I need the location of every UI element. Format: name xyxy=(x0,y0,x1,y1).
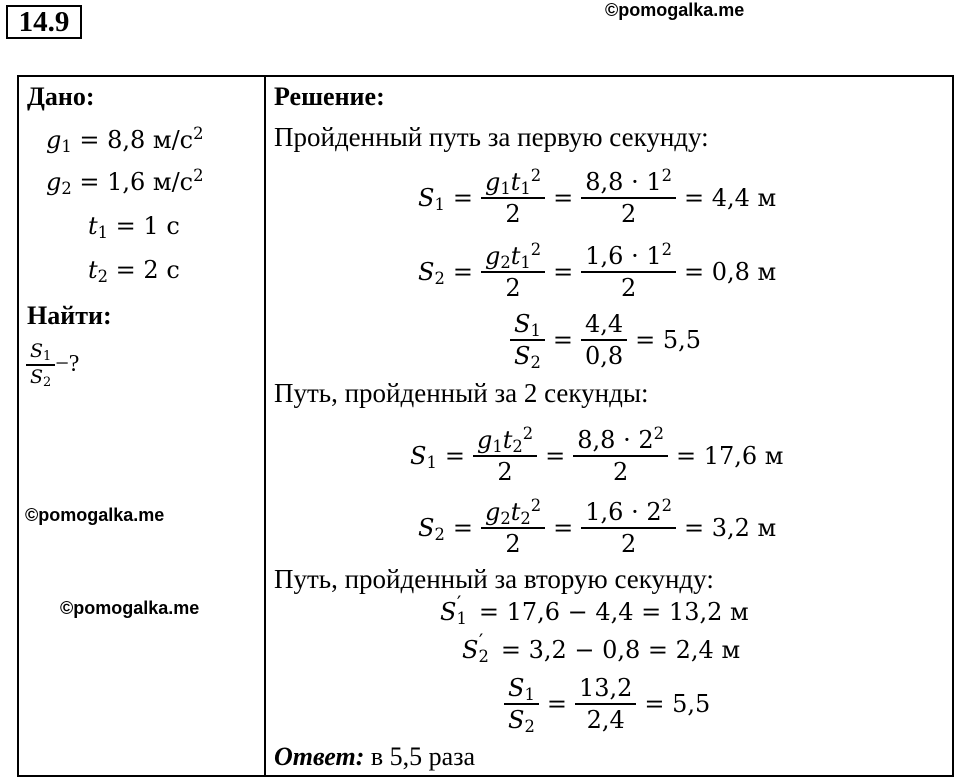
equation-s1-prime: $S_1' = 17,6 - 4,4 = 13,2$ м xyxy=(440,592,749,629)
given-t1: $t_1 = 1$ с xyxy=(88,212,180,243)
equation-s1-first: $S_1$ = $\frac{g_1t_1^2}{2}$ = $\frac{8,8 \cdot 1^2}{2}$ = 4,4 м xyxy=(418,166,777,228)
problem-number: 14.9 xyxy=(6,5,82,39)
watermark: ©pomogalka.me xyxy=(605,0,745,20)
given-header: Дано: xyxy=(27,82,95,111)
solution-text-3: Путь, пройденный за вторую секунду: xyxy=(274,564,714,594)
ratio-first: $\frac{S_1}{S_2}$ = $\frac{4,4}{0,8}$ = 5,5 xyxy=(510,302,701,378)
find-header: Найти: xyxy=(27,301,112,330)
watermark: ©pomogalka.me xyxy=(60,598,200,618)
solution-header: Решение: xyxy=(274,82,385,111)
answer-label: Ответ: xyxy=(274,742,365,771)
given-t2: $t_2 = 2$ с xyxy=(88,256,180,287)
solution-text-2: Путь, пройденный за 2 секунды: xyxy=(274,378,649,408)
solution-text-1: Пройденный путь за первую секунду: xyxy=(274,122,709,152)
equation-s2-prime: $S_2' = 3,2 - 0,8 = 2,4$ м xyxy=(462,630,741,667)
given-g1: $g_1 = 8,8$ $м/с^2$ xyxy=(46,124,204,157)
given-g2: $g_2 = 1,6$ $м/с^2$ xyxy=(46,166,204,199)
equation-s1-second: $S_1$ = $\frac{g_1t_2^2}{2}$ = $\frac{8,8 \cdot 2^2}{2}$ = 17,6 м xyxy=(410,424,784,486)
column-divider xyxy=(264,75,266,777)
answer-text: в 5,5 раза xyxy=(364,742,476,771)
watermark: ©pomogalka.me xyxy=(25,505,165,525)
ratio-second: $\frac{S_1}{S_2}$ = $\frac{13,2}{2,4}$ = 5,5 xyxy=(504,666,710,742)
equation-s2-second: $S_2$ = $\frac{g_2t_2^2}{2}$ = $\frac{1,6 \cdot 2^2}{2}$ = 3,2 м xyxy=(418,496,777,558)
equation-s2-first: $S_2$ = $\frac{g_2t_1^2}{2}$ = $\frac{1,6 \cdot 1^2}{2}$ = 0,8 м xyxy=(418,240,777,302)
answer xyxy=(274,742,475,772)
find-ratio: $\frac{S_1}{S_2}$ −? xyxy=(26,340,79,390)
